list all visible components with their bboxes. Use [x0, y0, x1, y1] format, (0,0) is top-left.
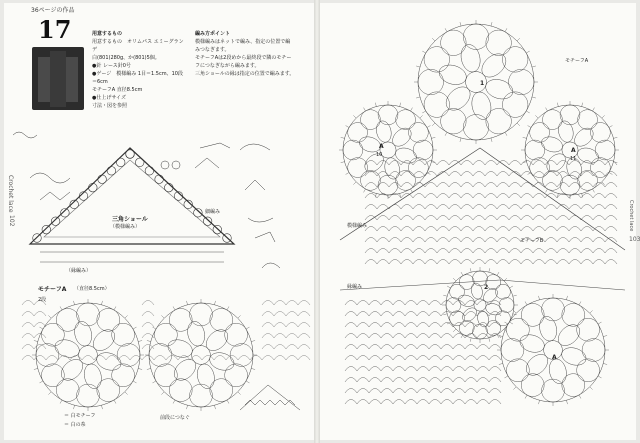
edge-label: （縁編み）	[66, 268, 92, 274]
triangle-subtitle: （模様編み）	[110, 224, 141, 230]
notes-line: モチーフAは2段めから最終段で隣のモチーフにつなぎながら編みます。	[195, 55, 292, 69]
row-label: 2段	[38, 297, 47, 303]
materials-line: ●針 レース針0号	[92, 63, 131, 69]
motif-label-2: モチーフB	[520, 238, 544, 244]
motif-number-right: 11	[570, 156, 577, 162]
materials-block	[92, 30, 187, 110]
right-edge-label: 縁編み	[347, 284, 363, 290]
legend-item: ＝ 白モチーフ	[64, 413, 96, 419]
notes-line: 模様編みはネットで編み、指定の位置で編みつなぎます。	[195, 39, 291, 53]
motif-label-1: モチーフA	[565, 58, 589, 64]
edge-detail-diagram	[240, 385, 300, 410]
stitch-detail-illustrations	[30, 143, 280, 268]
right-page-number: 103	[629, 236, 640, 243]
right-side-label: Crochet lace	[628, 200, 634, 232]
notes-block	[195, 30, 295, 78]
motif-number-left: 10	[376, 152, 383, 158]
motif-a-size: （直径8.5cm）	[74, 286, 110, 292]
motif-label-a-right: A	[571, 147, 576, 154]
left-page-number: 102	[8, 215, 15, 227]
legend-item: ＝ 白の糸	[64, 422, 86, 428]
notes-title: 編み方ポイント	[195, 31, 231, 37]
materials-line: ●ゲージ 模様編み 1目＝1.5cm、10段＝6cm	[92, 71, 183, 85]
mesh-pattern-diagram	[340, 148, 625, 404]
net-label: 模様編み	[347, 223, 368, 229]
triangle-title: 三角ショール	[112, 216, 148, 223]
materials-line: 白(801)280g、か(801)5個。	[92, 55, 160, 61]
pattern-number: 17	[38, 15, 72, 44]
triangle-shawl-diagram	[30, 148, 234, 262]
materials-title: 用意するもの	[92, 31, 123, 37]
join-label: 前段につなぐ	[160, 415, 190, 421]
motif-a-diagram	[22, 299, 310, 411]
motif-a-title: モチーフA	[38, 286, 67, 293]
materials-line: ●仕上げサイズ	[92, 95, 126, 101]
decor-squiggle	[13, 132, 37, 138]
garment-photo	[32, 47, 84, 110]
motif-label-a-left: A	[379, 143, 384, 150]
materials-line: モチーフA 直径8.5cm	[92, 87, 143, 93]
materials-line: 用意するもの オリムパス エミーグランデ	[92, 39, 184, 53]
motif-label-e: 1	[480, 80, 485, 87]
motif-label-d: 2	[484, 284, 489, 291]
left-side-label: Crochet lace	[7, 175, 14, 213]
stitch-label: 細編み	[205, 209, 221, 215]
notes-line: 三角ショールの縁は指定の位置で編みます。	[195, 71, 295, 77]
motif-label-c: A	[552, 354, 557, 361]
reference-header: 36ページの作品	[31, 7, 75, 14]
materials-line: 寸法・図を参照	[92, 103, 128, 109]
